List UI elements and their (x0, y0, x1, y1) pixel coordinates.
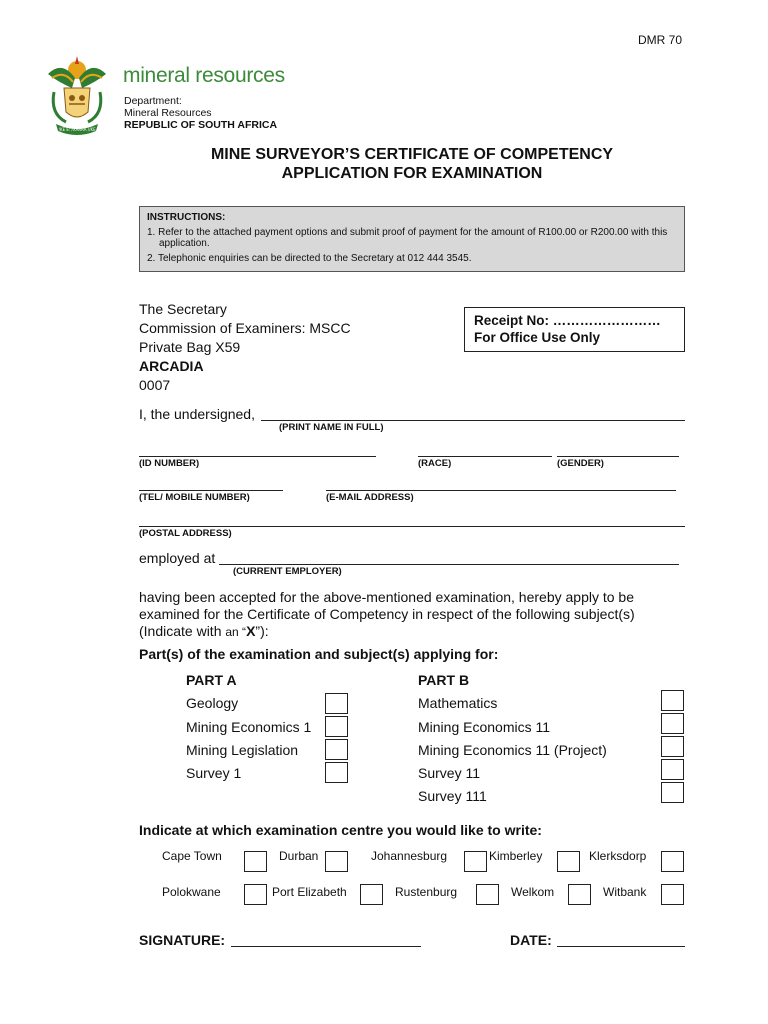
email-field[interactable] (326, 490, 676, 491)
race-label: (RACE) (418, 458, 452, 469)
instruction-item-2: 2. Telephonic enquiries can be directed to the Secretary at 012 444 3545. (147, 253, 472, 264)
tel-field[interactable] (139, 490, 283, 491)
part-b-checkbox-2[interactable] (661, 713, 684, 734)
centre-label-cape-town: Cape Town (162, 849, 222, 863)
page-subtitle: APPLICATION FOR EXAMINATION (281, 165, 543, 182)
centre-label-port-elizabeth: Port Elizabeth (272, 885, 347, 899)
centre-label-durban: Durban (279, 849, 319, 863)
race-field[interactable] (418, 456, 552, 457)
part-a-checkbox-1[interactable] (325, 693, 348, 714)
part-b-checkbox-1[interactable] (661, 690, 684, 711)
part-a-subject-3: Mining Legislation (186, 742, 299, 758)
centre-checkbox-polokwane[interactable] (244, 884, 267, 905)
email-label: (E-MAIL ADDRESS) (326, 492, 414, 503)
gender-label: (GENDER) (557, 458, 604, 469)
centre-label-polokwane: Polokwane (162, 885, 221, 899)
dept-line-1: Department: (124, 95, 182, 107)
statement-line-3c: ”): (255, 623, 269, 639)
centre-label-rustenburg: Rustenburg (395, 885, 458, 899)
instructions-heading: INSTRUCTIONS: (147, 212, 226, 223)
centre-label-welkom: Welkom (511, 885, 555, 899)
receipt-number: Receipt No: …………………… (474, 313, 661, 328)
statement-line-3b: an “ (225, 625, 247, 639)
centre-checkbox-durban[interactable] (325, 851, 348, 872)
country-name: REPUBLIC OF SOUTH AFRICA (124, 119, 278, 131)
statement-line-2: examined for the Certificate of Competency in respect of the following subject(s) (139, 606, 635, 622)
part-b-subject-2: Mining Economics 11 (418, 719, 551, 735)
centre-checkbox-kimberley[interactable] (557, 851, 580, 872)
centre-checkbox-welkom[interactable] (568, 884, 591, 905)
postal-address-field[interactable] (139, 526, 685, 527)
employer-field[interactable] (219, 564, 679, 565)
part-a-subject-2: Mining Economics 1 (186, 719, 312, 735)
undersigned-prefix: I, the undersigned, (139, 406, 255, 422)
application-statement (139, 589, 685, 641)
part-a-checkbox-3[interactable] (325, 739, 348, 760)
receipt-box (464, 307, 685, 352)
statement-line-3 (139, 623, 685, 641)
date-field[interactable] (557, 946, 685, 947)
part-a-checkbox-2[interactable] (325, 716, 348, 737)
office-use-label: For Office Use Only (474, 330, 601, 345)
tel-label: (TEL/ MOBILE NUMBER) (139, 492, 250, 503)
employer-label: (CURRENT EMPLOYER) (233, 566, 342, 577)
address-line-2: Commission of Examiners: MSCC (139, 320, 351, 336)
parts-heading: Part(s) of the examination and subject(s) applying for: (139, 646, 499, 662)
coat-of-arms-motto: !KE E: /XARRA //KE (58, 127, 96, 132)
centre-checkbox-klerksdorp[interactable] (661, 851, 684, 872)
secretary-address (139, 300, 351, 395)
full-name-field[interactable] (261, 420, 685, 421)
page-title: MINE SURVEYOR’S CERTIFICATE OF COMPETENCY (210, 146, 614, 163)
statement-line-1: having been accepted for the above-mentioned examination, hereby apply to be (139, 589, 635, 605)
id-number-field[interactable] (139, 456, 376, 457)
employed-prefix: employed at (139, 550, 216, 566)
full-name-label: (PRINT NAME IN FULL) (279, 422, 384, 433)
part-a-subject-1: Geology (186, 695, 239, 711)
id-number-label: (ID NUMBER) (139, 458, 200, 469)
centre-label-johannesburg: Johannesburg (371, 849, 448, 863)
centre-label-witbank: Witbank (603, 885, 647, 899)
instructions-box (139, 206, 685, 272)
address-line-4: ARCADIA (139, 358, 204, 374)
centre-checkbox-port-elizabeth[interactable] (360, 884, 383, 905)
dept-line-2: Mineral Resources (124, 107, 212, 119)
part-b-subject-1: Mathematics (418, 695, 498, 711)
statement-x-mark: X (246, 623, 256, 639)
centre-label-kimberley: Kimberley (489, 849, 543, 863)
statement-line-3a: (Indicate with (139, 623, 226, 639)
address-line-5: 0007 (139, 377, 171, 393)
part-b-title: PART B (418, 672, 470, 688)
brand-name: mineral resources (123, 64, 285, 87)
centre-checkbox-witbank[interactable] (661, 884, 684, 905)
part-b-subject-4: Survey 11 (418, 765, 480, 781)
signature-label: SIGNATURE: (139, 932, 226, 948)
instruction-item-1-text: 1. Refer to the attached payment options and submit proof of payment for the amount of R100.00 or R200.00 with this (147, 227, 668, 238)
part-b-subject-3: Mining Economics 11 (Project) (418, 742, 607, 758)
signature-field[interactable] (231, 946, 421, 947)
department-text (124, 95, 277, 131)
part-b-subject-5: Survey 111 (418, 788, 487, 804)
address-line-3: Private Bag X59 (139, 339, 241, 355)
postal-address-label: (POSTAL ADDRESS) (139, 528, 232, 539)
part-a-subject-4: Survey 1 (186, 765, 242, 781)
date-label: DATE: (510, 932, 552, 948)
part-b-checkbox-5[interactable] (661, 782, 684, 803)
instruction-item-1-cont: application. (159, 238, 210, 249)
centre-checkbox-cape-town[interactable] (244, 851, 267, 872)
centre-label-klerksdorp: Klerksdorp (589, 849, 647, 863)
gender-field[interactable] (557, 456, 679, 457)
centre-checkbox-rustenburg[interactable] (476, 884, 499, 905)
centre-checkbox-johannesburg[interactable] (464, 851, 487, 872)
coat-of-arms-icon (42, 52, 112, 142)
instruction-item-1 (147, 227, 677, 249)
centres-heading: Indicate at which examination centre you would like to write: (139, 822, 542, 838)
part-b-checkbox-3[interactable] (661, 736, 684, 757)
part-a-title: PART A (186, 672, 237, 688)
document-reference: DMR 70 (638, 33, 683, 47)
part-b-checkbox-4[interactable] (661, 759, 684, 780)
part-a-checkbox-4[interactable] (325, 762, 348, 783)
address-line-1: The Secretary (139, 301, 227, 317)
